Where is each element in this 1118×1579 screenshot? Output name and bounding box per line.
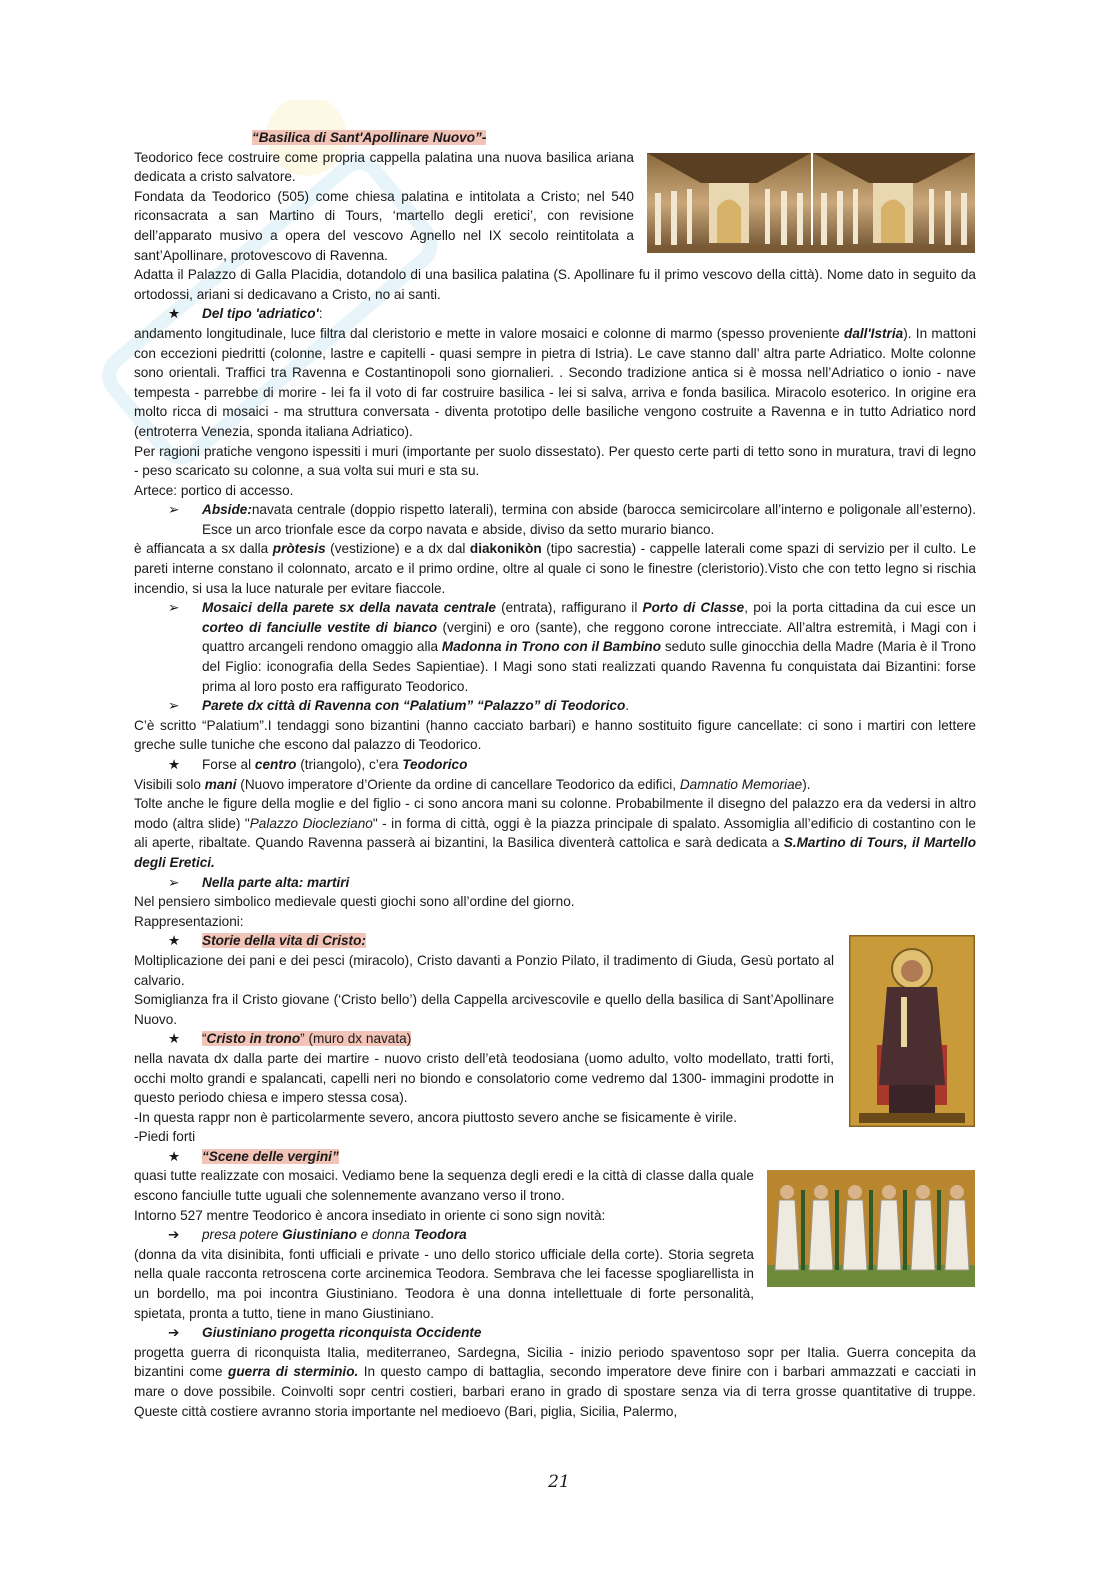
section-giustiniano: ➔ presa potere Giustiniano e donna Teodora: [134, 1225, 754, 1245]
section-adriatico: ★ Del tipo 'adriatico':: [134, 304, 976, 324]
section-mosaici: ➢ Mosaici della parete sx della navata centrale (entrata), raffigurano il Porto di Classe, poi la porta cittadina da cui esce un corteo di fanciulle vestite di bianco (vergini) e oro (sante), che reggono corone intrecciate. All’altra estremità, i Magi con i quattro arcangeli rendono omaggio alla Madonna in Trono con il Bambino seduto sulle ginocchia della Madre (Maria è il Trono del Figlio: iconografia della Sedes Sapientiae). I Magi sono stati realizzati quando Ravenna fu conquistata dai Bizantini: forse prima al loro posto era raffigurato Teodorico.: [168, 600, 976, 694]
intro-block: [134, 148, 634, 266]
section-storie: ★ Storie della vita di Cristo:: [134, 931, 834, 951]
adriatico-paragraph: andamento longitudinale, luce filtra dal cleristorio e mette in valore mosaici e colonne di marmo (spesso proveniente dall'Istria). In mattoni con eccezioni piedritti (colonne, lastre e capitelli - quasi sempre in pietra di Istria). Le cave stanno dall’ altra parte Adriatico. Molte colonne sono orientali. Traffici tra Ravenna e Costantinopoli sono giornalieri. . Secondo tradizione antica si è mossa nell’Adriatico o ionio - nave tempesta - parrebbe di morire - lei fa il voto di far costruire basilica - lei si salva, arriva e fonda basilica. Miracolo esoterico. In origine era molto ricca di mosaici - ma struttura conversata - diventa prototipo delle basiliche vengono costruite a Ravenna e in tutto Adriatico nord (entroterra Venezia, sponda italiana Adriatico).: [134, 325, 976, 439]
arrow-icon: ➢: [168, 874, 180, 890]
right-arrow-icon: ➔: [168, 1227, 180, 1243]
right-arrow-icon: ➔: [168, 1325, 180, 1341]
section-vergini: ★ “Scene delle vergini”: [134, 1147, 754, 1167]
intro-paragraph-1: Teodorico fece costruire come propria cappella palatina una nuova basilica ariana dedicata a cristo salvatore.: [134, 149, 634, 185]
page-title: “Basilica di Sant'Apollinare Nuovo”-: [252, 130, 487, 145]
riconquista-paragraph: progetta guerra di riconquista Italia, mediterraneo, Sardegna, Sicilia - inizio periodo spaventoso sopr per Italia. Guerra concepita da bizantini come guerra di sterminio. In questo campo di battaglia, secondo imperatore deve finire con i barbari ammazzati e cacciati in mare o dove possibile. Coinvolti sopr centri costieri, barbari erano in grado di spostare senza via di terra grosse quantitative di truppe. Queste città costiere avranno storia importante nel medioevo (Bari, piglia, Sicilia, Palermo,: [134, 1344, 977, 1419]
vergini-procession-mosaic: [767, 1170, 975, 1287]
vergini-paragraph-2: Intorno 527 mentre Teodorico è ancora insediato in oriente ci sono sign novità:: [134, 1207, 606, 1223]
star-icon: ★: [168, 933, 181, 949]
section-abside: ➢ Abside:navata centrale (doppio rispetto laterali), termina con abside (barocca semicircolare all’interno e poligonale all’esterno). Esce un arco trionfale esce da corpo navata e abside, diviso da setto murario bianco.: [168, 502, 976, 537]
parete-paragraph: C’è scritto “Palatium”.I tendaggi sono bizantini (hanno cacciato barbari) e hanno sostituito figure cancellate: ci sono i martiri con lettere greche sulle tuniche che escono dal palazzo di Teodorico.: [134, 717, 976, 753]
page-number: 21: [548, 1472, 570, 1492]
intro-paragraph-2: Fondata da Teodorico (505) come chiesa palatina e intitolata a Cristo; nel 540 riconsacrata a san Martino di Tours, ‘martello degli eretici’, con revisione dell’apparato musivo a opera del vescovo Agnello nel IX secolo reintitolata a sant’Apollinare, protovescovo di Ravenna.: [134, 188, 634, 263]
vergini-block: [134, 1147, 754, 1323]
trono-paragraph-1: nella navata dx dalla parte dei martire - nuovo cristo dell’età teodosiana (uomo adulto, volto modellato, tratti forti, occhi molto grandi e spalancati, capelli neri no biondo e consolatorio come vedremo dal 1300- immagini prodotte in questo periodo chiesa e impero stessa cosa).: [134, 1050, 834, 1106]
arrow-icon: ➢: [168, 698, 180, 714]
trono-paragraph-2: -In questa rappr non è particolarmente severo, ancora piuttosto severo anche se fisicamente è virile.: [134, 1109, 737, 1125]
section-centro: ★ Forse al centro (triangolo), c’era Teodorico: [134, 755, 976, 775]
section-parete: ➢ Parete dx città di Ravenna con “Palatium” “Palazzo” di Teodorico.: [134, 696, 976, 716]
intro-paragraph-3: Adatta il Palazzo di Galla Placidia, dotandolo di una basilica palatina (S. Apollinare fu il primo vescovo della città). Nome dato in seguito da ortodossi, ariani si dedicavano a Cristo, no ai santi.: [134, 267, 976, 302]
martiri-paragraph-2: Rappresentazioni:: [134, 913, 244, 929]
star-icon: ★: [168, 757, 181, 772]
giustiniano-paragraph: (donna da vita disinibita, fonti ufficiali e private - uno dello storico ufficiale della corte). Storia segreta nella quale racconta retroscena corte arcinemica Teodora. Sembrava che lei facesse spogliarellista in un bordello, ma poi incontra Giustiniano. Teodora è una donna intellettuale di forte personalità, spietata, pronta a tutto, tiene in mano Giustiniano.: [134, 1246, 754, 1321]
section-riconquista: ➔ Giustiniano progetta riconquista Occidente: [134, 1323, 976, 1343]
star-icon: ★: [168, 1148, 181, 1164]
centro-paragraph-1: Visibili solo mani (Nuovo imperatore d’Oriente da ordine di cancellare Teodorico da edifici, Damnatio Memoriae).: [134, 776, 811, 792]
vergini-paragraph-1: quasi tutte realizzate con mosaici. Vediamo bene la sequenza degli eredi e la città di classe dalla quale escono fanciulle tutte uguali che solennemente avanzano verso il trono.: [134, 1168, 754, 1204]
cristo-in-trono-mosaic: [849, 935, 975, 1127]
section-trono: ★ “Cristo in trono” (muro dx navata): [134, 1029, 834, 1049]
basilica-interior-photo: [647, 153, 975, 253]
storie-block: [134, 931, 834, 1147]
arrow-icon: ➢: [168, 502, 180, 518]
martiri-paragraph-1: Nel pensiero simbolico medievale questi giochi sono all’ordine del giorno.: [134, 894, 575, 910]
centro-paragraph-2: Tolte anche le figure della moglie e del figlio - ci sono ancora mani su colonne. Probabilmente il disegno del palazzo era da vedersi in altro modo (altra slide) "Palazzo Diocleziano" - in forma di città, oggi è la piazza principale di spalato. Assomiglia all’edificio di costantino con le ali aperte, ribaltate. Quando Ravenna passerà ai bizantini, la Basilica diventerà cattolica e sarà dedicata a S.Martino di Tours, il Martello degli Eretici.: [134, 796, 976, 870]
adriatico-paragraph-3: Artece: portico di accesso.: [134, 482, 294, 498]
storie-paragraph-2: Somiglianza fra il Cristo giovane (‘Cristo bello’) della Cappella arcivescovile e quello della basilica di Sant’Apollinare Nuovo.: [134, 992, 834, 1027]
section-martiri: ➢ Nella parte alta: martiri: [134, 873, 976, 893]
trono-paragraph-3: -Piedi forti: [134, 1129, 196, 1145]
arrow-icon: ➢: [168, 600, 180, 616]
adriatico-paragraph-2: Per ragioni pratiche vengono ispessiti i muri (importante per suolo dissestato). Per questo certe parti di tetto sono in muratura, travi di legno - peso scaricato su colonne, a sua volta sui muri e sta su.: [134, 443, 976, 479]
star-icon: ★: [168, 306, 181, 322]
abside-paragraph: è affiancata a sx dalla pròtesis (vestizione) e a dx dal diakonikòn (tipo sacrestia) - cappelle laterali come spazi di servizio per il culto. Le pareti interne constano il colonnato, arcato e il primo ordine, oltre al quale ci sono le finestre (cleristorio).Visto che con tetto legno si rischia incendio, si usa la luce naturale per evitare fiaccole.: [134, 541, 977, 596]
star-icon: ★: [168, 1031, 181, 1047]
storie-paragraph-1: Moltiplicazione dei pani e dei pesci (miracolo), Cristo davanti a Ponzio Pilato, il tradimento di Giuda, Gesù portato al calvario.: [134, 952, 834, 988]
